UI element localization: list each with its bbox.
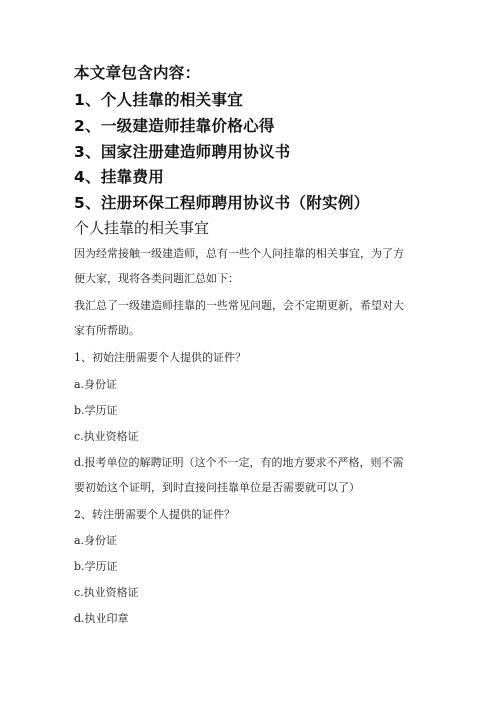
intro-line-1: 因为经常接触一级建造师，总有一些个人问挂靠的相关事宜，为了方 xyxy=(74,247,404,260)
q1-answer-a: a.身份证 xyxy=(74,378,118,391)
intro-line-2: 便大家，现将各类问题汇总如下： xyxy=(74,272,239,285)
toc-item-4: 4、挂靠费用 xyxy=(74,168,165,186)
q1-answer-c: c.执业资格证 xyxy=(74,430,139,443)
question-2: 2、转注册需要个人提供的证件？ xyxy=(74,508,235,521)
note-line-1: 我汇总了一级建造师挂靠的一些常见问题，会不定期更新，希望对大 xyxy=(74,299,404,312)
q1-answer-d-line-1: d.报考单位的解聘证明（这个不一定，有的地方要求不严格，则不需 xyxy=(74,456,404,469)
toc-heading: 本文章包含内容： xyxy=(74,64,201,82)
note-line-2: 家有所帮助。 xyxy=(74,324,140,337)
toc-item-1: 1、个人挂靠的相关事宜 xyxy=(74,91,244,109)
q1-answer-b: b.学历证 xyxy=(74,404,118,417)
toc-item-5: 5、注册环保工程师聘用协议书（附实例） xyxy=(74,194,370,212)
toc-item-2: 2、一级建造师挂靠价格心得 xyxy=(74,117,275,135)
q2-answer-b: b.学历证 xyxy=(74,560,118,573)
question-1: 1、初始注册需要个人提供的证件？ xyxy=(74,351,246,364)
q2-answer-a: a.身份证 xyxy=(74,534,118,547)
q2-answer-d: d.执业印章 xyxy=(74,612,129,625)
toc-item-3: 3、国家注册建造师聘用协议书 xyxy=(74,143,291,161)
q2-answer-c: c.执业资格证 xyxy=(74,586,139,599)
q1-answer-d-line-2: 要初始这个证明，到时直接问挂靠单位是否需要就可以了） xyxy=(74,481,360,494)
section-title: 个人挂靠的相关事宜 xyxy=(74,219,210,237)
